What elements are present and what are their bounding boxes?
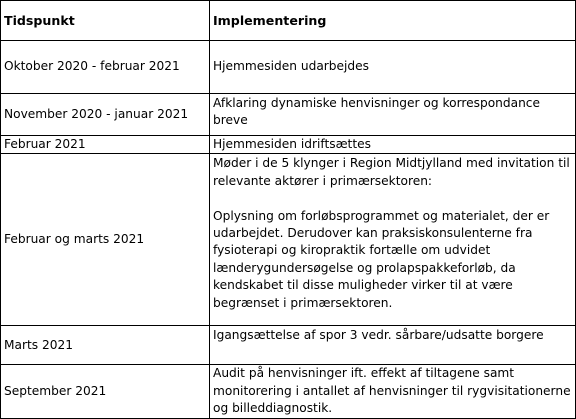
implementation-text: Afklaring dynamiske henvisninger og korrespondance breve [213,96,541,128]
implementation-text: Hjemmesiden idriftsættes [213,137,371,151]
implementation-cell [210,136,576,154]
implementation-text: Møder i de 5 klynger i Region Midtjylland med invitation til relevante aktører i primærsektoren: [213,156,570,188]
implementation-text: Audit på henvisninger ift. effekt af tiltagene samt monitorering i antallet af henvisninger til rygvisitationerne og billeddiagnostik. [213,366,571,416]
header-time: Tidspunkt [1,1,210,41]
time-cell: Oktober 2020 - februar 2021 [1,41,210,94]
implementation-cell [210,41,576,94]
implementation-cell [210,154,576,326]
implementation-text: Igangsættelse af spor 3 vedr. sårbare/udsatte borgere [213,328,544,343]
table-row [1,94,576,136]
time-cell: September 2021 [1,365,210,418]
table-header-row [1,1,576,41]
table-row [1,326,576,365]
implementation-cell [210,365,576,418]
table-row [1,41,576,94]
implementation-text: Hjemmesiden udarbejdes [213,59,370,74]
implementation-cell [210,326,576,365]
implementation-cell [210,94,576,136]
time-cell: Marts 2021 [1,326,210,365]
time-cell: Februar og marts 2021 [1,154,210,326]
time-cell: Februar 2021 [1,136,210,154]
table-row [1,365,576,418]
table-row [1,154,576,326]
implementation-text: Oplysning om forløbsprogrammet og materialet, der er udarbejdet. Derudover kan praksiskonsulenterne fra fysioterapi og kiropraktik fortælle om udvidet lænderygundersøgelse og prolapspakkeforløb, da kendskabet til disse muligheder virker til at være begrænset i primærsektoren. [213,208,550,310]
time-cell: November 2020 - januar 2021 [1,94,210,136]
table-row [1,136,576,154]
header-implementation: Implementering [210,1,576,41]
